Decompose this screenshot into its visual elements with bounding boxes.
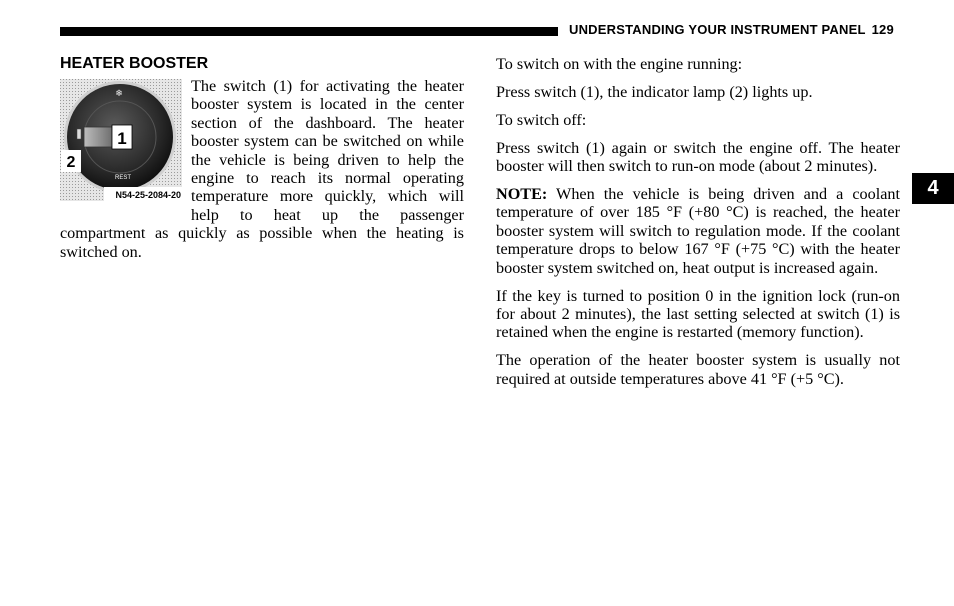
indicator-lamp-shape (77, 129, 81, 139)
snowflake-icon: ❄ (115, 89, 123, 99)
paragraph-switch-on-heading: To switch on with the engine running: (496, 55, 743, 73)
callout-2: 2 (66, 154, 76, 171)
heater-switch-illustration (60, 79, 182, 201)
header-rule (60, 27, 558, 36)
paragraph-switch-off-heading: To switch off: (496, 110, 587, 129)
running-header (569, 22, 894, 37)
heater-switch-figure (60, 79, 182, 201)
paragraph-note (496, 185, 900, 277)
paragraph-outside-temperature: The operation of the heater booster system is usually not required at outside temperatures above 41 °F (+5 °C). (496, 351, 900, 388)
figure-reference: N54-25-2084-20 (115, 190, 181, 200)
left-paragraph: The switch (1) for activating the heater booster system is located in the center section of the dashboard. The heater booster system can be switched on while the vehicle is being driven to help the engine to reach its normal operating temperature more quickly, which will help to heat up the passenger compartment as quickly as possible when the heating is switched on. (60, 77, 464, 261)
switch-button-shape (84, 127, 112, 147)
section-title: HEATER BOOSTER (60, 55, 209, 72)
note-label: NOTE: (496, 185, 548, 204)
paragraph-memory-function: If the key is turned to position 0 in the ignition lock (run-on for about 2 minutes), the last setting selected at switch (1) is retained when the engine is restarted (memory function). (496, 286, 900, 342)
chapter-tab: 4 (912, 173, 954, 204)
right-column (496, 55, 900, 398)
paragraph-switch-on-step: Press switch (1), the indicator lamp (2) lights up. (496, 82, 813, 101)
callout-1: 1 (117, 129, 127, 148)
rest-label: REST (114, 175, 132, 181)
page-number: 129 (871, 22, 894, 37)
header-title: UNDERSTANDING YOUR INSTRUMENT PANEL (569, 22, 866, 37)
note-text: When the vehicle is being driven and a coolant temperature of over 185 °F (+80 °C) is reached, the heater booster system will switch to regulation mode. If the coolant temperature drops to below 167 °F (+75 °C) with the heater booster system switched on, heat output is increased again. (496, 185, 900, 277)
paragraph-switch-off-step: Press switch (1) again or switch the engine off. The heater booster will then switch to run-on mode (about 2 minutes). (496, 138, 900, 176)
